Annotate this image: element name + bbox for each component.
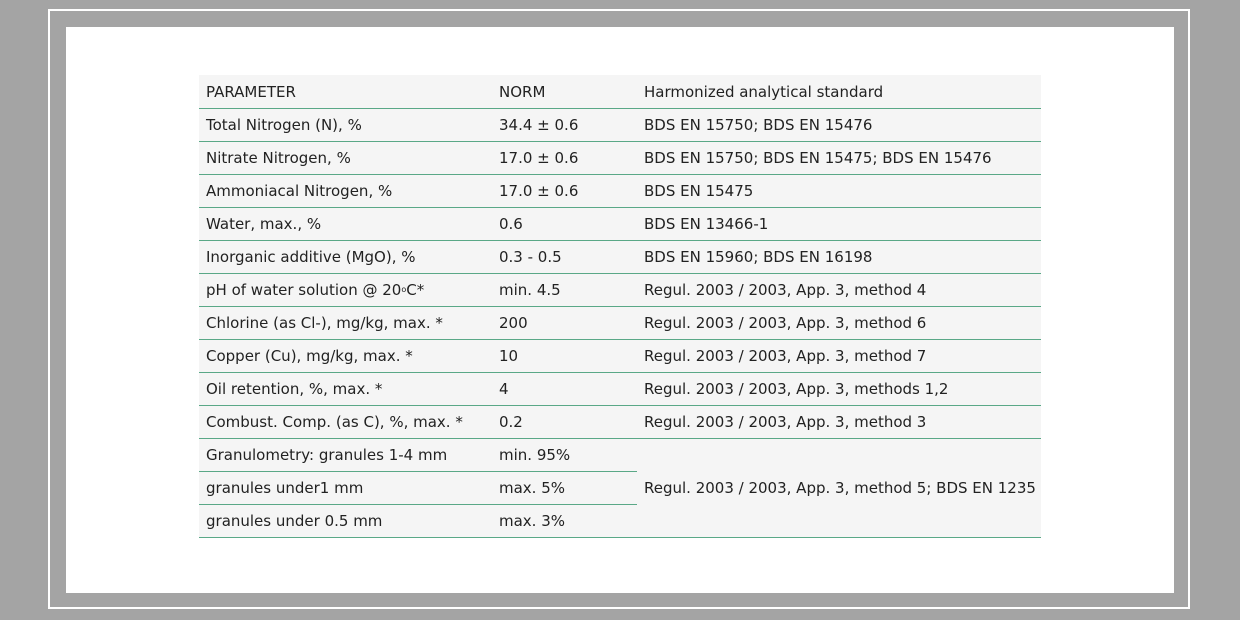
standard-cell: BDS EN 15960; BDS EN 16198 [637,241,1041,274]
table-header-row [199,75,1041,109]
header-norm: NORM [492,75,637,109]
table-row [199,406,1041,439]
norm-cell: 0.2 [492,406,637,439]
parameter-cell: Water, max., % [199,208,492,241]
parameter-cell: granules under1 mm [199,472,492,505]
norm-cell: 17.0 ± 0.6 [492,142,637,175]
norm-cell: max. 5% [492,472,637,505]
table-row [199,208,1041,241]
standard-cell: Regul. 2003 / 2003, App. 3, method 7 [637,340,1041,373]
norm-cell: max. 3% [492,505,637,538]
parameter-cell: Copper (Cu), mg/kg, max. * [199,340,492,373]
standard-cell: Regul. 2003 / 2003, App. 3, method 5; BDS EN 1235 [637,439,1041,538]
parameter-cell: granules under 0.5 mm [199,505,492,538]
parameter-text: pH of water solution @ 20 [206,281,402,299]
parameter-cell: Oil retention, %, max. * [199,373,492,406]
table-row [199,439,1041,472]
parameter-cell: Total Nitrogen (N), % [199,109,492,142]
norm-cell: 10 [492,340,637,373]
table-row [199,109,1041,142]
parameter-cell: Granulometry: granules 1-4 mm [199,439,492,472]
parameter-cell [199,274,492,307]
norm-cell: 17.0 ± 0.6 [492,175,637,208]
parameter-cell: Chlorine (as Cl-), mg/kg, max. * [199,307,492,340]
standard-cell: BDS EN 15750; BDS EN 15476 [637,109,1041,142]
header-standard: Harmonized analytical standard [637,75,1041,109]
standard-cell: Regul. 2003 / 2003, App. 3, methods 1,2 [637,373,1041,406]
norm-cell: min. 4.5 [492,274,637,307]
norm-cell: 4 [492,373,637,406]
standard-cell: BDS EN 15750; BDS EN 15475; BDS EN 15476 [637,142,1041,175]
norm-cell: 0.3 - 0.5 [492,241,637,274]
table-row [199,142,1041,175]
table-row [199,340,1041,373]
table-row [199,373,1041,406]
norm-cell: 0.6 [492,208,637,241]
parameter-cell: Nitrate Nitrogen, % [199,142,492,175]
table-row [199,307,1041,340]
specification-table [199,75,1041,538]
standard-cell: BDS EN 13466-1 [637,208,1041,241]
content-panel [66,27,1174,593]
norm-cell: min. 95% [492,439,637,472]
parameter-unit: C* [406,281,425,299]
norm-cell: 34.4 ± 0.6 [492,109,637,142]
standard-cell: Regul. 2003 / 2003, App. 3, method 3 [637,406,1041,439]
standard-cell: Regul. 2003 / 2003, App. 3, method 4 [637,274,1041,307]
table-row [199,241,1041,274]
table-row [199,175,1041,208]
table-row [199,274,1041,307]
header-parameter: PARAMETER [199,75,492,109]
parameter-cell: Inorganic additive (MgO), % [199,241,492,274]
parameter-cell: Ammoniacal Nitrogen, % [199,175,492,208]
standard-cell: BDS EN 15475 [637,175,1041,208]
degree-superscript: o [401,285,407,294]
norm-cell: 200 [492,307,637,340]
standard-cell: Regul. 2003 / 2003, App. 3, method 6 [637,307,1041,340]
parameter-cell: Combust. Comp. (as C), %, max. * [199,406,492,439]
